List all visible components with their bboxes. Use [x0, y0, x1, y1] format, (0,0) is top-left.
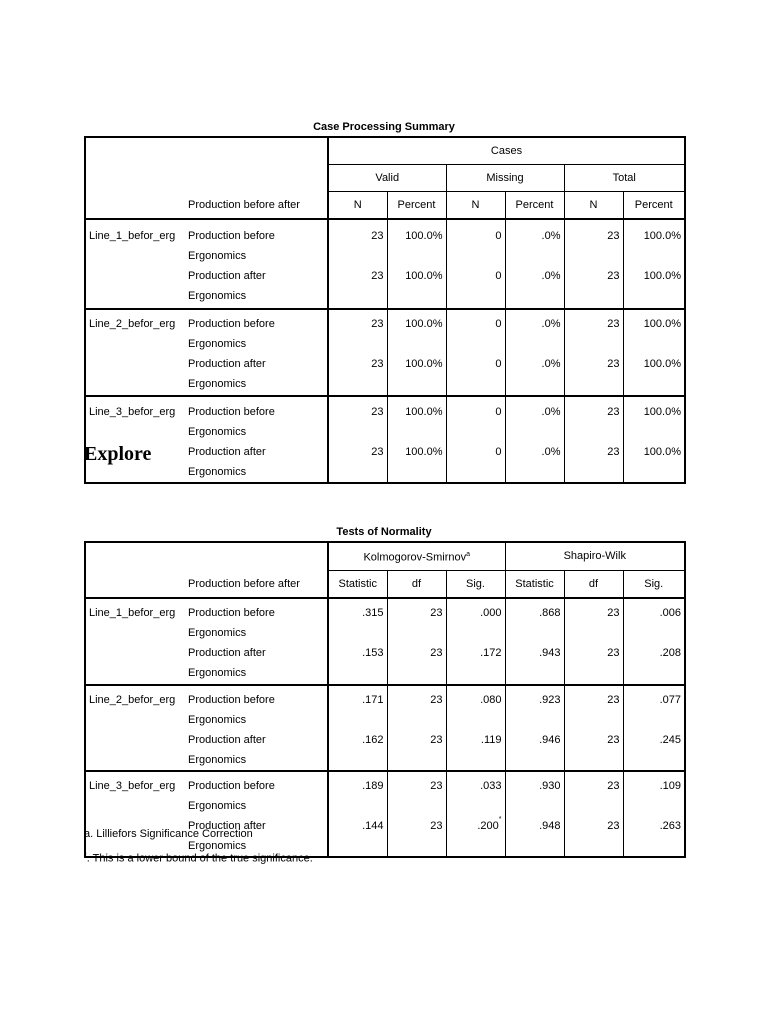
cell: .077: [623, 685, 685, 730]
cell: 100.0%: [387, 354, 446, 396]
cell: 23: [387, 643, 446, 685]
cell: .006: [623, 598, 685, 643]
row-group-label: Production before Ergonomics: [188, 230, 275, 262]
table-row: [85, 396, 685, 442]
col-header: N: [564, 191, 623, 219]
row-group-label: Production before Ergonomics: [188, 318, 275, 350]
row-group-label: Production before Ergonomics: [188, 607, 275, 639]
cell: .162: [328, 730, 387, 771]
cell: .0%: [505, 354, 564, 396]
cell: 0: [446, 354, 505, 396]
cell: 23: [328, 266, 387, 309]
row-group-label: Production after Ergonomics: [185, 730, 328, 771]
cell: .0%: [505, 266, 564, 309]
footnote-lower-bound: *. This is a lower bound of the true significance.: [84, 852, 313, 865]
row-group-label: Production after Ergonomics: [188, 446, 266, 478]
normality-body: [85, 598, 685, 857]
col-header: N: [446, 191, 505, 219]
cell: 100.0%: [623, 309, 685, 354]
row-var-label: Line_3_befor_erg: [89, 780, 176, 792]
cell: .119: [446, 730, 505, 771]
table-row: [85, 219, 685, 266]
cell: 23: [564, 685, 623, 730]
starred-cell: .200*: [446, 816, 505, 857]
row-var-label: Line_2_befor_erg: [85, 309, 185, 396]
col-header: Statistic: [328, 570, 387, 598]
cell: 23: [387, 771, 446, 816]
cell: .0%: [505, 219, 564, 266]
valid-header: Valid: [328, 164, 446, 191]
cell: 0: [446, 266, 505, 309]
cell: .315: [328, 598, 387, 643]
cell: 23: [564, 442, 623, 483]
cell: .000: [446, 598, 505, 643]
cell: 23: [387, 730, 446, 771]
cell: 100.0%: [387, 396, 446, 442]
cell: 23: [564, 730, 623, 771]
cell: .172: [446, 643, 505, 685]
cell: 100.0%: [387, 442, 446, 483]
cell: 100.0%: [387, 219, 446, 266]
ks-header: Kolmogorov-Smirnov$^a$: [328, 542, 505, 570]
col-header: N: [328, 191, 387, 219]
table-row: [85, 598, 685, 643]
row-var-label: Line_2_befor_erg: [85, 685, 185, 771]
cell: .245: [623, 730, 685, 771]
cell: 100.0%: [623, 442, 685, 483]
cell: .948: [505, 816, 564, 857]
table-row: [85, 685, 685, 730]
cell: 23: [328, 309, 387, 354]
cell: .943: [505, 643, 564, 685]
row-group-label: Production before Ergonomics: [188, 694, 275, 726]
cell: .868: [505, 598, 564, 643]
cell: 100.0%: [623, 354, 685, 396]
case-processing-table: [84, 136, 686, 484]
cell: 23: [387, 685, 446, 730]
cell: 23: [328, 219, 387, 266]
group-var-header: Production before after: [185, 570, 328, 598]
header-stub: [85, 137, 328, 191]
cell: .946: [505, 730, 564, 771]
cell: .144: [328, 816, 387, 857]
cell: .263: [623, 816, 685, 857]
col-header: Sig.: [446, 570, 505, 598]
cell: 23: [564, 816, 623, 857]
cell: .208: [623, 643, 685, 685]
cell: 100.0%: [387, 266, 446, 309]
cell: .080: [446, 685, 505, 730]
cell: .0%: [505, 309, 564, 354]
row-group-label: Production after Ergonomics: [185, 266, 328, 309]
cell: 23: [328, 354, 387, 396]
cell: .189: [328, 771, 387, 816]
case-summary-body: [85, 219, 685, 483]
cell: 23: [564, 309, 623, 354]
col-header: Statistic: [505, 570, 564, 598]
footnote-lilliefors: a. Lilliefors Significance Correction: [84, 828, 253, 840]
cell: 100.0%: [623, 396, 685, 442]
cell: 100.0%: [623, 219, 685, 266]
cell: 23: [564, 643, 623, 685]
cell: .033: [446, 771, 505, 816]
cell: 23: [387, 598, 446, 643]
col-header: Percent: [505, 191, 564, 219]
cell: 0: [446, 309, 505, 354]
col-header: Percent: [387, 191, 446, 219]
col-header: Percent: [623, 191, 685, 219]
sw-header: Shapiro-Wilk: [505, 542, 685, 570]
tests-of-normality-table: [84, 541, 686, 858]
normality-title: Tests of Normality: [336, 526, 432, 538]
row-group-label: Production after Ergonomics: [185, 643, 328, 685]
cell: .153: [328, 643, 387, 685]
col-header: df: [564, 570, 623, 598]
explore-heading: Explore: [84, 443, 152, 465]
cell: 0: [446, 442, 505, 483]
cell: 23: [564, 266, 623, 309]
cell: 23: [387, 816, 446, 857]
col-header: Sig.: [623, 570, 685, 598]
row-group-label: Production after Ergonomics: [185, 354, 328, 396]
case-summary-title: Case Processing Summary: [313, 121, 455, 133]
cell: 23: [328, 442, 387, 483]
cell: .171: [328, 685, 387, 730]
row-group-label: Production before Ergonomics: [188, 780, 275, 812]
row-group-label: Production before Ergonomics: [188, 406, 275, 438]
cell: 23: [564, 598, 623, 643]
row-var-label: Line_1_befor_erg: [85, 598, 185, 685]
cell: 100.0%: [387, 309, 446, 354]
total-header: Total: [564, 164, 685, 191]
cell: 0: [446, 219, 505, 266]
header-stub: [85, 542, 328, 570]
group-var-header: Production before after: [185, 191, 328, 219]
cell: .930: [505, 771, 564, 816]
table-row: [85, 309, 685, 354]
table-row: [85, 771, 685, 816]
cell: .923: [505, 685, 564, 730]
row-group-label: Production after Ergonomics: [188, 820, 266, 852]
cell: 23: [564, 771, 623, 816]
cell: 23: [328, 396, 387, 442]
cell: 100.0%: [623, 266, 685, 309]
cell: 23: [564, 219, 623, 266]
cell: .0%: [505, 396, 564, 442]
cases-header: Cases: [328, 137, 685, 164]
cell: 0: [446, 396, 505, 442]
row-var-label: Line_1_befor_erg: [85, 219, 185, 309]
missing-header: Missing: [446, 164, 564, 191]
cell: 23: [564, 396, 623, 442]
row-var-label: Line_3_befor_erg: [89, 406, 176, 418]
cell: 23: [564, 354, 623, 396]
col-header: df: [387, 570, 446, 598]
cell: .109: [623, 771, 685, 816]
cell: .0%: [505, 442, 564, 483]
